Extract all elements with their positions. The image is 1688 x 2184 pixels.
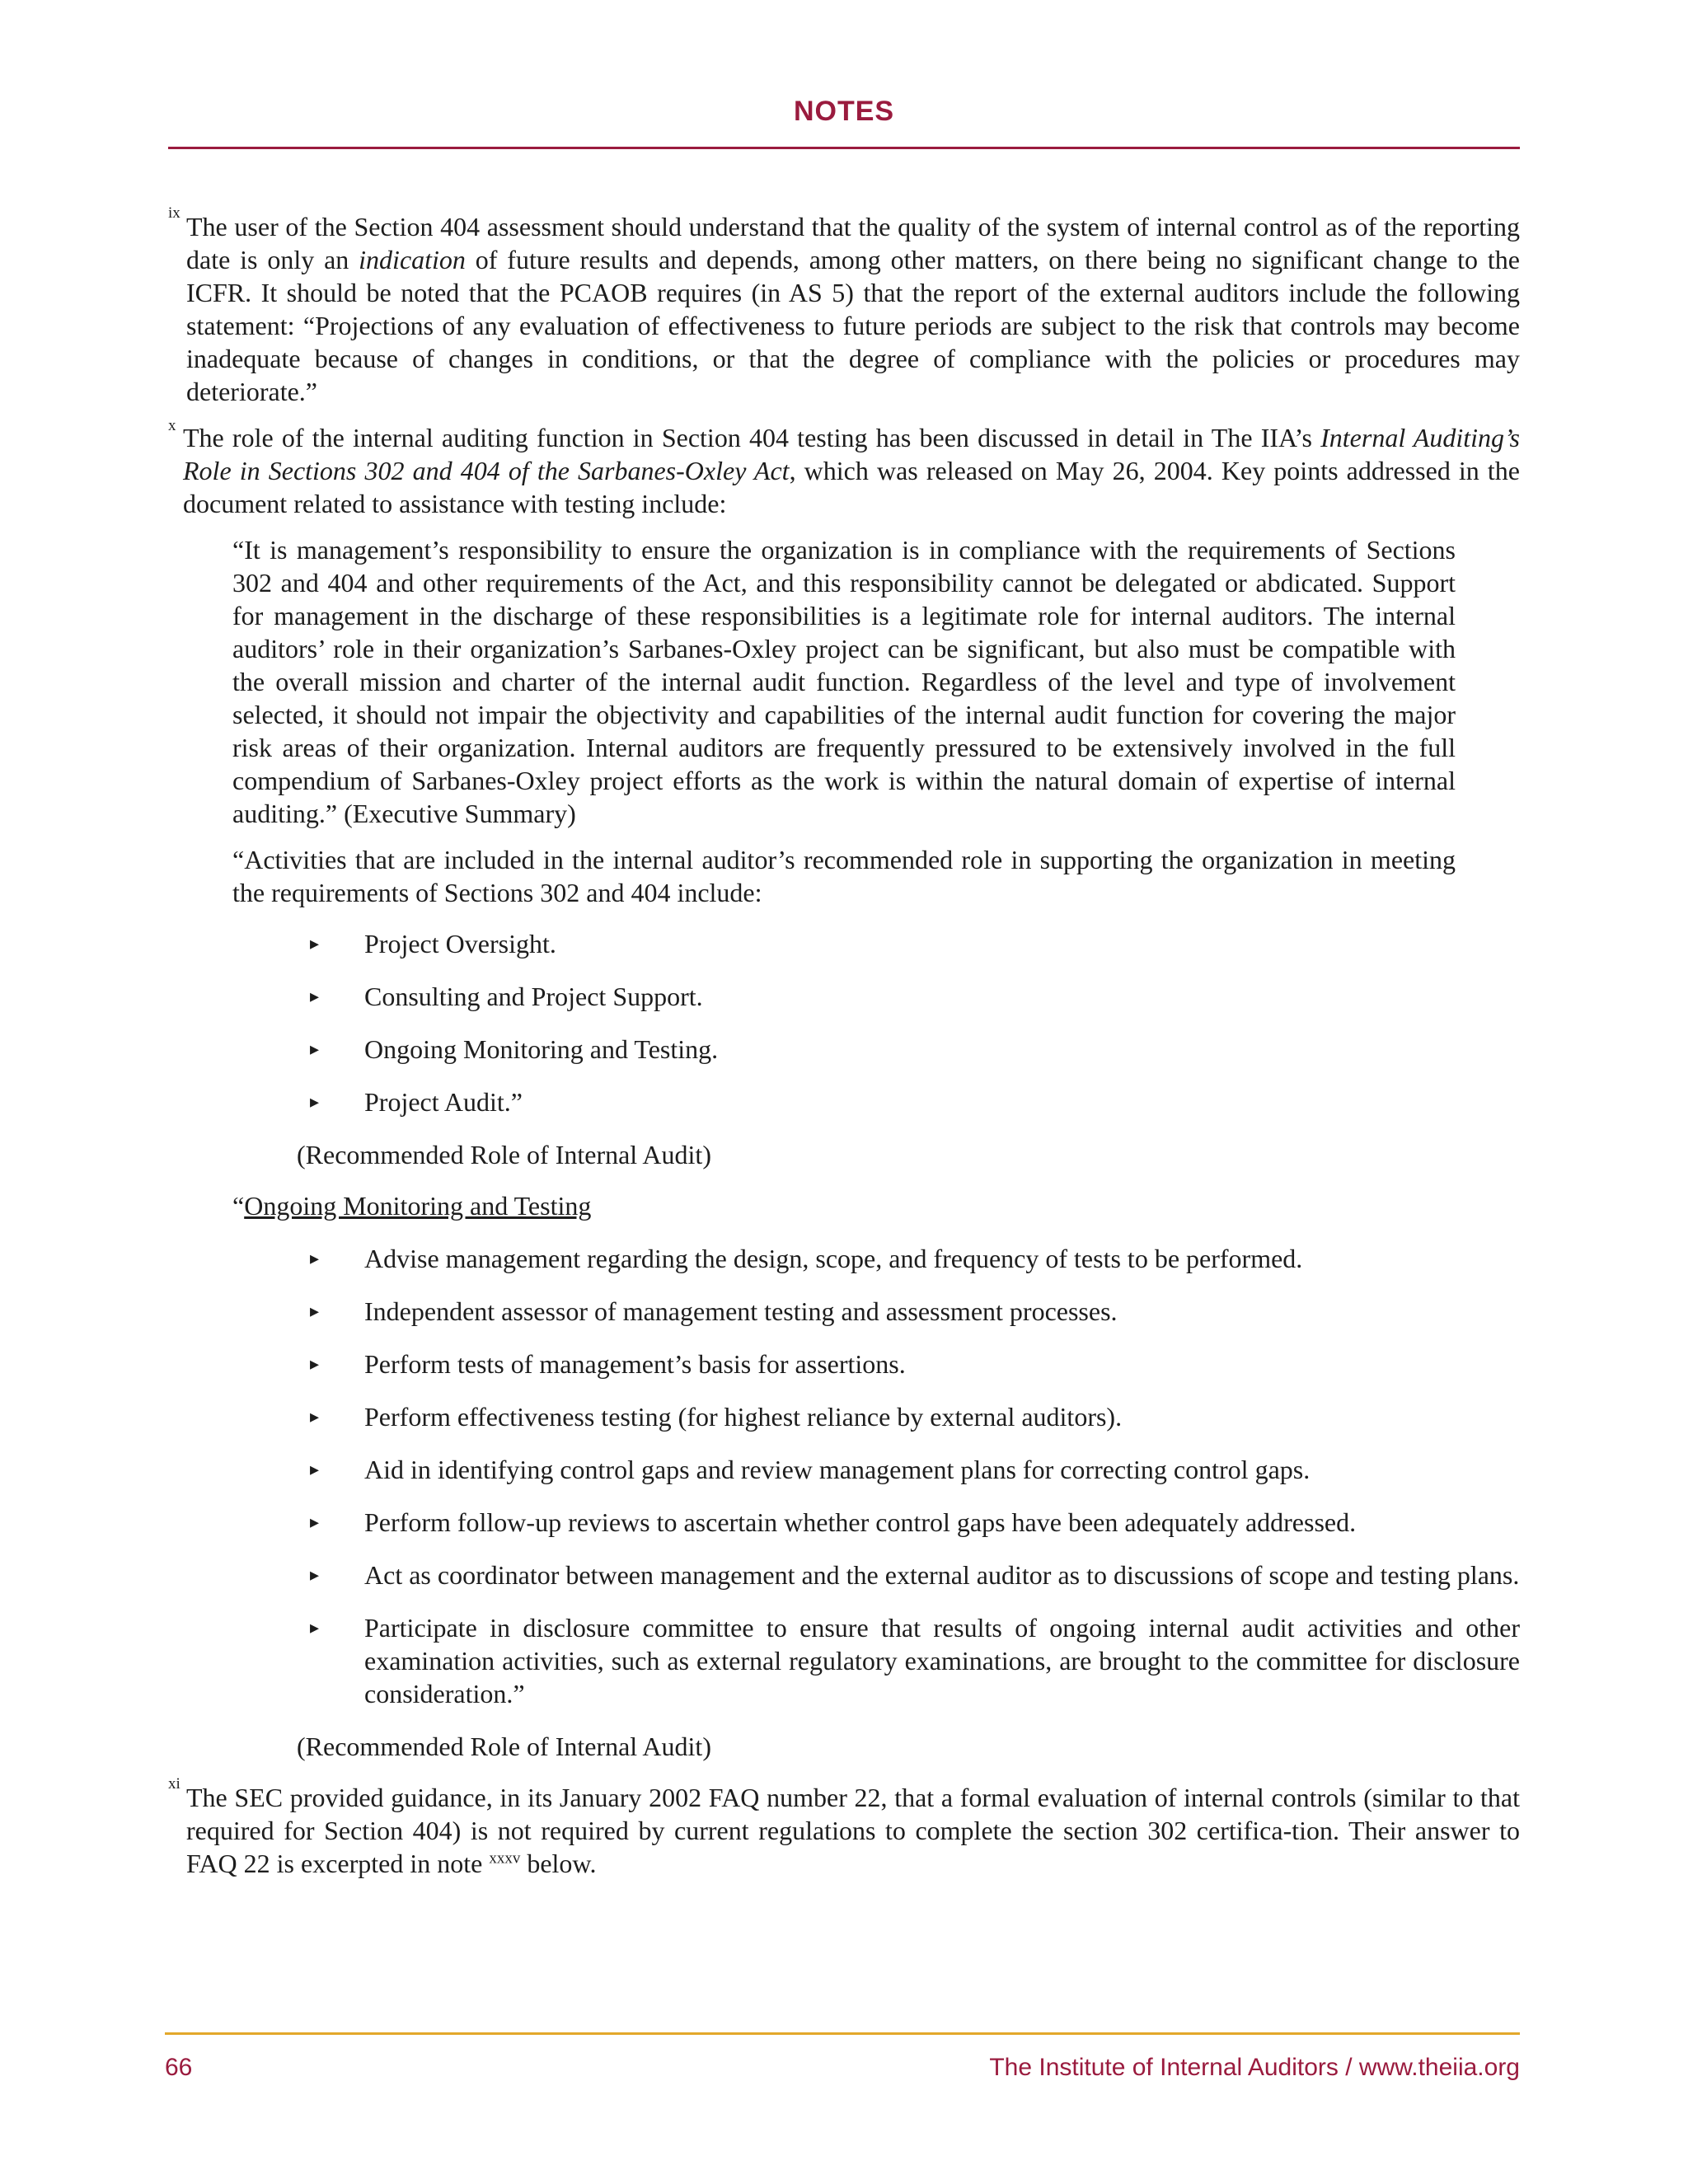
triangle-right-icon: ▸ <box>310 1459 320 1479</box>
list-item: ▸ Project Oversight. <box>310 929 556 958</box>
subheading-text: Ongoing Monitoring and Testing <box>244 1191 592 1221</box>
triangle-right-icon: ▸ <box>310 933 320 954</box>
list-item: ▸ Aid in identifying control gaps and review management plans for correcting control gaps. <box>310 1455 1311 1484</box>
triangle-right-icon: ▸ <box>310 1091 320 1112</box>
list-item: ▸ Perform effectiveness testing (for highest reliance by external auditors). <box>310 1402 1123 1432</box>
triangle-right-icon: ▸ <box>310 986 320 1006</box>
quote-executive-summary: “It is management’s responsibility to ensure the organization is in compliance with the requirements of Sections 302 and 404 and other requirements of the Act, and this responsibility cannot be delegated or abdicated. Support for management in the discharge of these responsibilities is a legitimate role for internal auditors. The internal auditors’ role in their organization’s Sarbanes-Oxley project can be significant, but also must be compatible with the overall mission and charter of the internal audit function. Regardless of the level and type of involvement selected, it should not impair the objectivity and capabilities of the internal audit function for covering the major risk areas of their organization. Internal auditors are frequently pressured to be extensively involved in the full compendium of Sarbanes-Oxley project efforts as the work is within the natural domain of expertise of internal auditing.” (Executive Summary) <box>232 535 1456 828</box>
role-bullet-list <box>168 927 1520 1118</box>
triangle-right-icon: ▸ <box>310 1038 320 1059</box>
triangle-right-icon: ▸ <box>310 1301 320 1321</box>
list-item: ▸ Project Audit.” <box>310 1087 523 1117</box>
note-x-text-b: , which was released on May 26, 2004. Key points addressed in the document related to assistance with testing include: <box>183 456 1521 518</box>
note-marker-ix: ix <box>168 204 181 222</box>
note-x-text-a: The role of the internal auditing function in Section 404 testing has been discussed in detail in The IIA’s <box>183 423 1321 452</box>
list-item: ▸ Act as coordinator between management and the external auditor as to discussions of scope and testing plans. <box>310 1560 1520 1590</box>
triangle-right-icon: ▸ <box>310 1564 320 1585</box>
note-xi-text-a: The SEC provided guidance, in its January 2002 FAQ number 22, that a formal evaluation of internal controls (similar to that required for Section 404) is not required by current regulations to complete the section 302 certifica-tion. Their answer to FAQ 22 is excerpted in note <box>186 1783 1520 1878</box>
list-item: ▸ Perform follow-up reviews to ascertain whether control gaps have been adequately addressed. <box>310 1507 1357 1537</box>
note-xi-text-b: below. <box>520 1849 597 1878</box>
note-ix-italic: indication <box>359 245 466 274</box>
page-number: 66 <box>165 2054 193 2081</box>
triangle-right-icon: ▸ <box>310 1248 320 1268</box>
notes-content <box>168 204 1521 1893</box>
attribution: (Recommended Role of Internal Audit) <box>297 1732 711 1761</box>
note-reference: xxxv <box>489 1849 521 1868</box>
note-x <box>168 417 1521 520</box>
triangle-right-icon: ▸ <box>310 1617 320 1638</box>
list-item: ▸ Advise management regarding the design, scope, and frequency of tests to be performed. <box>310 1244 1303 1273</box>
note-ix <box>168 204 1521 408</box>
list-item: ▸ Participate in disclosure committee to ensure that results of ongoing internal audit activities and other examination activities, such as external regulatory examinations, are brought to the committee for disclosure consideration.” <box>310 1613 1520 1708</box>
quote-recommended-role: “Activities that are included in the internal auditor’s recommended role in supporting the organization in meeting the requirements of Sections 302 and 404 include: <box>232 845 1456 907</box>
header-divider <box>168 147 1520 149</box>
list-item: ▸ Perform tests of management’s basis for assertions. <box>310 1349 906 1379</box>
page-title: NOTES <box>793 96 895 127</box>
note-marker-xi: xi <box>168 1775 181 1793</box>
triangle-right-icon: ▸ <box>310 1406 320 1427</box>
triangle-right-icon: ▸ <box>310 1353 320 1374</box>
subheading-ongoing-monitoring: “Ongoing Monitoring and Testing <box>232 1191 592 1221</box>
footer-organization: The Institute of Internal Auditors / www.theiia.org <box>989 2054 1520 2081</box>
note-marker-x: x <box>168 417 176 434</box>
footer-divider <box>165 2032 1520 2035</box>
list-item: ▸ Consulting and Project Support. <box>310 982 703 1011</box>
note-xi <box>168 1775 1520 1880</box>
note-x-italic-title: Internal Auditing’s Role in Sections 302 and 404 of the Sarbanes-Oxley Act <box>183 423 1521 485</box>
note-ix-text-a: The user of the Section 404 assessment should understand that the quality of the system of internal control as of the reporting date is only an <box>186 212 1520 274</box>
list-item: ▸ Ongoing Monitoring and Testing. <box>310 1034 719 1064</box>
triangle-right-icon: ▸ <box>310 1511 320 1532</box>
monitoring-bullet-list <box>168 1242 1520 1710</box>
attribution: (Recommended Role of Internal Audit) <box>297 1140 711 1169</box>
note-ix-text-b: of future results and depends, among other matters, on there being no significant change to the ICFR. It should be noted that the PCAOB requires (in AS 5) that the report of the external auditors include the following statement: “Projections of any evaluation of effectiveness to future periods are subject to the risk that controls may become inadequate because of changes in conditions, or that the degree of compliance with the policies or procedures may deteriorate.” <box>186 245 1521 406</box>
list-item: ▸ Independent assessor of management testing and assessment processes. <box>310 1296 1118 1326</box>
